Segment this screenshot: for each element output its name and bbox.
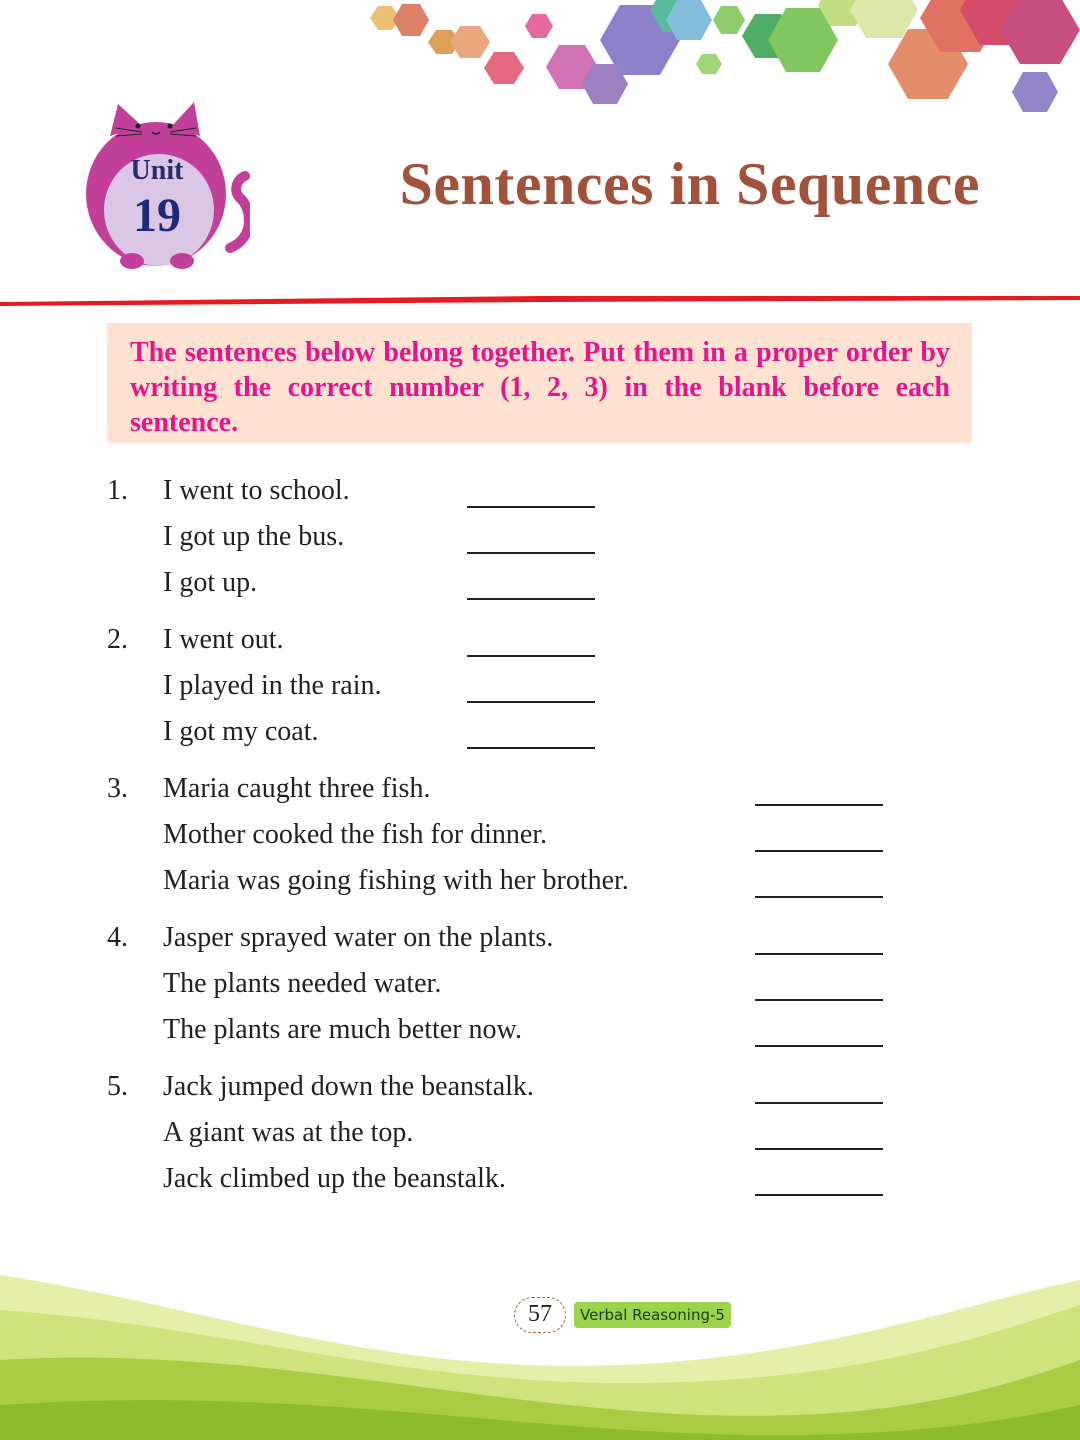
sentence-row [0, 1066, 1080, 1112]
exercise-number: 2. [107, 624, 128, 655]
sentence-text: I got up the bus. [163, 521, 345, 552]
sentence-row [0, 814, 1080, 860]
answer-blank[interactable] [467, 506, 595, 508]
answer-blank[interactable] [755, 999, 883, 1001]
exercise-group [0, 917, 1080, 1066]
sentence-text: The plants needed water. [163, 968, 442, 999]
answer-blank[interactable] [755, 1148, 883, 1150]
exercise-group [0, 619, 1080, 768]
sentence-text: I played in the rain. [163, 670, 382, 701]
unit-label: Unit [130, 155, 184, 186]
sentence-text: Maria was going fishing with her brother. [163, 865, 629, 896]
sentence-row [0, 470, 1080, 516]
instruction-box [107, 323, 972, 443]
sentence-row [0, 963, 1080, 1009]
sentence-row [0, 1158, 1080, 1204]
sentence-text: The plants are much better now. [163, 1014, 522, 1045]
sentence-row [0, 665, 1080, 711]
answer-blank[interactable] [467, 747, 595, 749]
sentence-row [0, 619, 1080, 665]
answer-blank[interactable] [755, 804, 883, 806]
sentence-text: Jack jumped down the beanstalk. [163, 1071, 534, 1102]
answer-blank[interactable] [467, 701, 595, 703]
sentence-text: I got up. [163, 567, 258, 598]
sentence-row [0, 711, 1080, 757]
exercise-number: 5. [107, 1071, 128, 1102]
sentence-text: Maria caught three fish. [163, 773, 431, 804]
answer-blank[interactable] [755, 896, 883, 898]
sentence-text: I went out. [163, 624, 284, 655]
sentence-row [0, 1112, 1080, 1158]
header-divider [0, 292, 1080, 308]
exercise-group [0, 470, 1080, 619]
sentence-row [0, 562, 1080, 608]
exercise-group [0, 1066, 1080, 1215]
instruction-text: The sentences below belong together. Put them in a proper order by writing the correct number (1, 2, 3) in the blank before each sentence. [130, 337, 950, 438]
sentence-row [0, 768, 1080, 814]
sentence-text: I went to school. [163, 475, 350, 506]
sentence-text: Jack climbed up the beanstalk. [163, 1163, 506, 1194]
answer-blank[interactable] [755, 953, 883, 955]
sentence-text: Jasper sprayed water on the plants. [163, 922, 554, 953]
sentence-row [0, 860, 1080, 906]
exercise-number: 3. [107, 773, 128, 804]
answer-blank[interactable] [755, 1102, 883, 1104]
answer-blank[interactable] [755, 850, 883, 852]
answer-blank[interactable] [467, 655, 595, 657]
unit-number: 19 [133, 189, 181, 242]
page-number: 57 [514, 1297, 566, 1333]
sentence-row [0, 917, 1080, 963]
answer-blank[interactable] [467, 598, 595, 600]
answer-blank[interactable] [755, 1045, 883, 1047]
answer-blank[interactable] [755, 1194, 883, 1196]
exercise-number: 4. [107, 922, 128, 953]
sentence-row [0, 1009, 1080, 1055]
book-name-badge: Verbal Reasoning-5 [574, 1302, 731, 1328]
exercise-number: 1. [107, 475, 128, 506]
exercise-group [0, 768, 1080, 917]
sentence-text: I got my coat. [163, 716, 319, 747]
sentence-text: A giant was at the top. [163, 1117, 414, 1148]
sentence-row [0, 516, 1080, 562]
answer-blank[interactable] [467, 552, 595, 554]
wave-decoration [0, 1265, 1080, 1440]
page-title: Sentences in Sequence [399, 151, 980, 217]
exercise-list [0, 470, 1080, 1215]
sentence-text: Mother cooked the fish for dinner. [163, 819, 548, 850]
